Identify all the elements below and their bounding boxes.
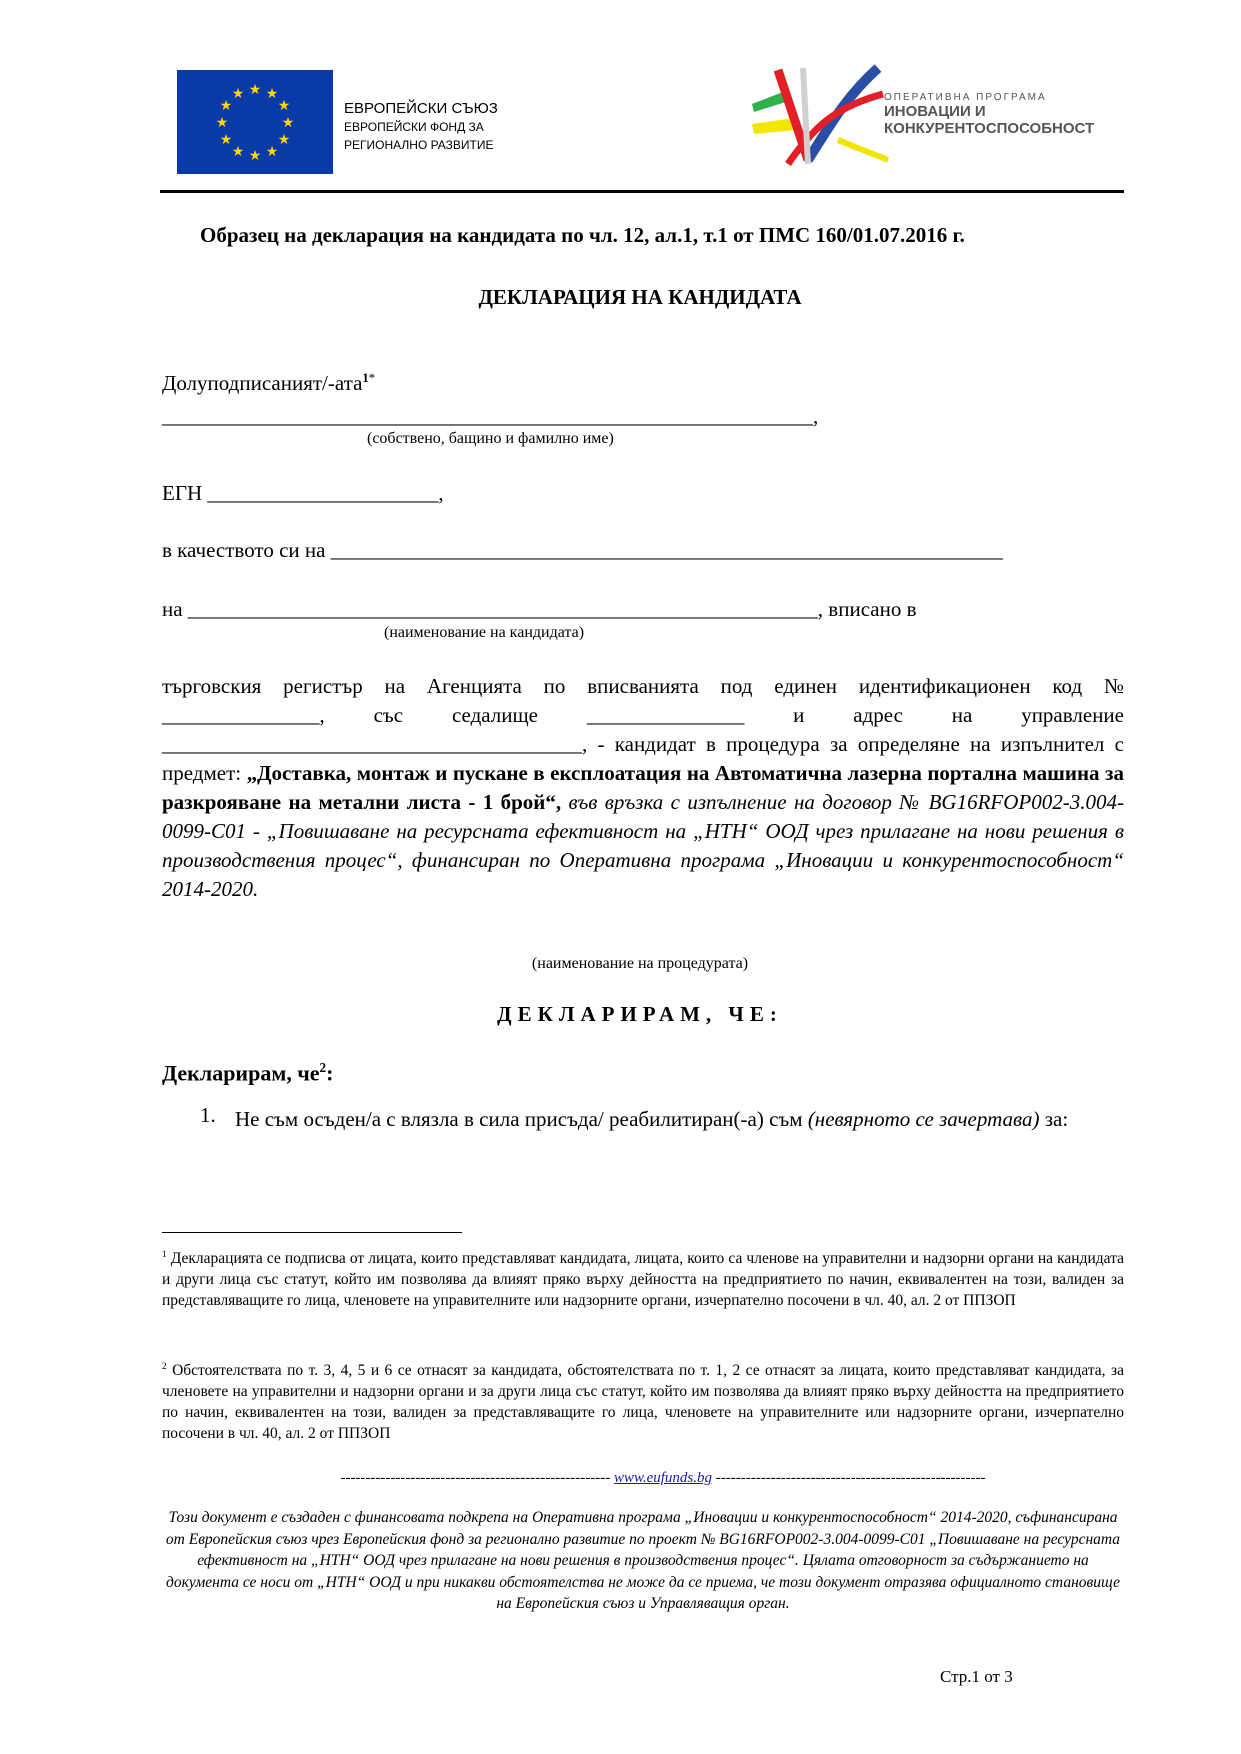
footer-link-line: ------------------------------------------------------ www.eufunds.bg ------------------------------------------------------: [340, 1470, 986, 1486]
procedure-hint: (наименование на процедурата): [531, 955, 749, 972]
page-number: Стр.1 от 3: [940, 1667, 1013, 1686]
doc-title: ДЕКЛАРАЦИЯ НА КАНДИДАТА: [478, 285, 802, 309]
egn-field[interactable]: ЕГН ______________________,: [162, 481, 444, 505]
name-hint: (собствено, бащино и фамилно име): [367, 430, 614, 447]
svg-text:★: ★: [219, 98, 233, 114]
program-small-label: ОПЕРАТИВНА ПРОГРАМА: [884, 92, 1047, 103]
svg-text:★: ★: [215, 115, 229, 131]
svg-text:★: ★: [281, 115, 295, 131]
declare-subheading: Декларирам, $че^2$:: [162, 1060, 334, 1086]
svg-text:★: ★: [219, 132, 233, 148]
program-line1: ИНОВАЦИИ И: [884, 103, 986, 120]
declare-heading: ДЕКЛАРИРАМ, ЧЕ:: [497, 1002, 783, 1026]
funding-disclaimer: Този документ е създаден с финансовата подкрепа на Оперативна програма „Иновации и конкурентоспособност“ 2014-2020, съфинансирана от Европейския съюз чрез Европейския фонд за регионално развитие по проект № BG16RFOP002-3.004-0099-C01 „Повишаване на ресурсната ефективност на „НТН“ ООД чрез прилагане на нови решения в производствения процес“. Цялата отговорност за съдържанието на документа се носи от „НТН“ ООД и при никакви обстоятелства не може да се приема, че този документ отразява официалното становище на Европейския съюз и Управляващия орган.: [165, 1509, 1121, 1612]
svg-text:★: ★: [277, 132, 291, 148]
header-divider: [160, 190, 1124, 193]
svg-text:★: ★: [277, 98, 291, 114]
doc-subtitle: Образец на декларация на кандидата по чл. 12, ал.1, т.1 от ПМС 160/01.07.2016 г.: [200, 223, 965, 247]
eu-line1: ЕВРОПЕЙСКИ СЪЮЗ: [344, 100, 498, 117]
eu-stars-icon: [177, 70, 333, 174]
candidate-field[interactable]: на ____________________________________________________________, вписано в: [162, 597, 917, 621]
svg-text:★: ★: [248, 148, 262, 164]
footnote-1: $^1$ Декларацията се подписва от лицата, които представляват кандидата, лицата, които са членове на управителни и надзорни органи на кандидата и други лица със статут, който им позволява да влияят пряко върху дейността на предприятието по начин, еквивалентен на този, валиден за представляващите го лица, членовете на управителните или надзорните органи, изчерпателно посочени в чл. 40, ал. 2 от ППЗОП: [162, 1250, 1124, 1310]
registration-paragraph: търговския регистър на Агенцията по вписванията под единен идентификационен код № _______________, със седалище _______________ и адрес на управление ________________________________________, - кандидат в процедура за определяне на изпълнител с предмет: „Доставка, монтаж и пускане в експлоатация на Автоматична лазерна портална машина за разкрояване на метални листа - 1 брой“, във връзка с изпълнение на договор № BG16RFOP002-3.004-0099-C01 - „Повишаване на ресурсната ефективност на „НТН“ ООД чрез прилагане на нови решения в производствения процес“, финансиран по Оперативна програма „Иновации и конкурентоспособност“ 2014-2020.: [162, 674, 1124, 901]
footnote-2: $^2$ Обстоятелствата по т. 3, 4, 5 и 6 се отнасят за кандидата, обстоятелствата по т. 1, 2 се отнасят за лицата, които представляват кандидата, за членовете на управителни и надзорни органи и за други лица със статут, който им позволява да влияят пряко върху дейността на предприятието по начин, еквивалентен на този, валиден за представляващите го лица, членовете на управителните или надзорните органи, изчерпателно посочени в чл. 40, ал. 2 от ППЗОП: [162, 1362, 1124, 1443]
procedure-subject: „Доставка, монтаж и пускане в експлоатация на Автоматична лазерна портална машина за разкрояване на метални листа - 1 брой“,: [162, 761, 1124, 814]
contract-reference: във връзка с изпълнение на договор № BG16RFOP002-3.004-0099-C01 - „Повишаване на ресурсната ефективност на „НТН“ ООД чрез прилагане на нови решения в производствения процес“, финансиран по Оперативна програма „Иновации и конкурентоспособност“ 2014-2020.: [162, 790, 1124, 901]
eu-flag-logo: [177, 70, 333, 174]
program-text: [884, 92, 1094, 137]
program-logo: [748, 60, 890, 172]
eufunds-link[interactable]: www.eufunds.bg: [613, 1470, 713, 1486]
capacity-field[interactable]: в качеството си на ________________________________________________________________: [162, 538, 1003, 562]
name-field[interactable]: ______________________________________________________________,: [162, 404, 819, 428]
signer-label: Долуподписаният/-ата$^{1*}$: [162, 371, 375, 395]
innovation-x-icon: [748, 60, 890, 172]
program-line2: КОНКУРЕНТОСПОСОБНОСТ: [884, 120, 1095, 137]
candidate-hint: (наименование на кандидата): [384, 624, 585, 641]
svg-text:★: ★: [265, 86, 279, 102]
svg-text:★: ★: [231, 144, 245, 160]
eu-fund-text: [344, 100, 498, 154]
svg-text:★: ★: [231, 86, 245, 102]
svg-text:★: ★: [248, 82, 262, 98]
svg-text:★: ★: [265, 144, 279, 160]
item1-text: Не съм осъден/а с влязла в сила присъда/ реабилитиран(-а) съм (невярното се зачертава) за:: [235, 1107, 1069, 1131]
footnote-divider: [162, 1232, 462, 1233]
item1-number: 1.: [200, 1103, 216, 1127]
eu-line2: ЕВРОПЕЙСКИ ФОНД ЗА: [344, 120, 484, 134]
eu-line3: РЕГИОНАЛНО РАЗВИТИЕ: [344, 138, 494, 152]
